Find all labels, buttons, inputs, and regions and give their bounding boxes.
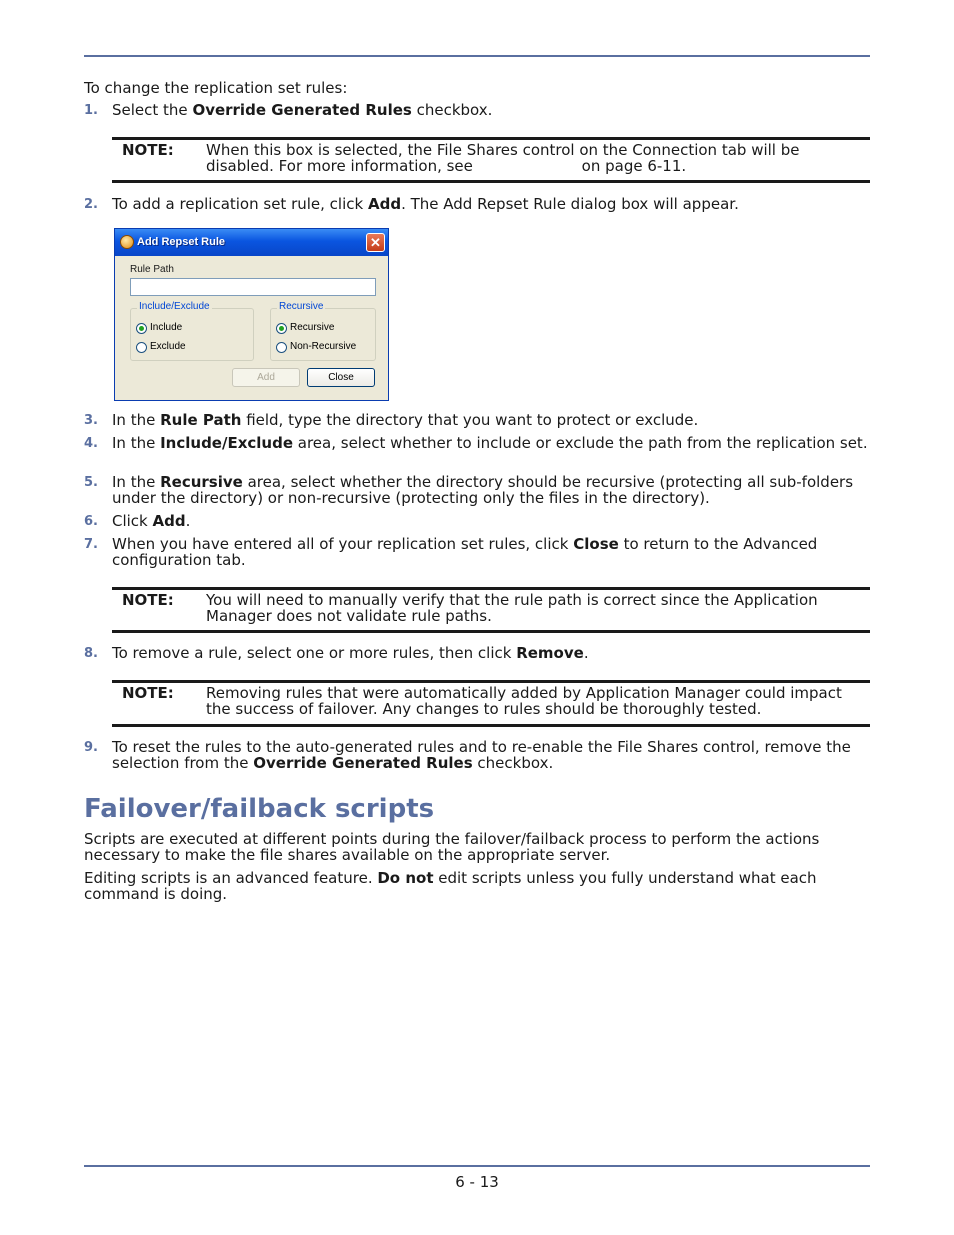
step-6 (84, 514, 870, 530)
group-legend: Recursive (279, 301, 324, 312)
close-button[interactable]: Close (307, 368, 375, 387)
step-2 (84, 197, 870, 213)
step-text: To reset the rules to the auto-generated rules and to re-enable the File Shares control, remove the selection from the Override Generated Rules checkbox. (112, 738, 851, 772)
step-text: When you have entered all of your replication set rules, click Close to return to the Advanced configuration tab. (112, 535, 818, 569)
section-heading: Failover/failback scripts (84, 794, 435, 824)
note-text: Removing rules that were automatically added by Application Manager could impact the success of failover. Any changes to rules should be thoroughly tested. (206, 684, 842, 718)
section-paragraph: Editing scripts is an advanced feature. Do not edit scripts unless you fully understand what each command is doing. (84, 869, 817, 903)
step-number: 1. (84, 103, 98, 118)
step-number: 4. (84, 436, 98, 451)
group-legend: Include/Exclude (139, 301, 210, 312)
radio-selected-icon (276, 323, 287, 334)
radio-label: Recursive (290, 322, 335, 333)
note-box (112, 680, 870, 727)
add-button[interactable]: Add (232, 368, 300, 387)
footer-rule (84, 1165, 870, 1167)
note-text: You will need to manually verify that the rule path is correct since the Application Manager does not validate rule paths. (206, 591, 818, 625)
radio-label: Non-Recursive (290, 341, 357, 352)
note-label: NOTE: (122, 591, 174, 609)
step-7 (84, 537, 870, 568)
header-rule (84, 55, 870, 57)
step-number: 3. (84, 413, 98, 428)
note-label: NOTE: (122, 141, 174, 159)
step-number: 7. (84, 537, 98, 552)
step-5 (84, 475, 870, 506)
step-number: 5. (84, 475, 98, 490)
step-text: Select the Override Generated Rules checkbox. (112, 101, 493, 119)
step-number: 2. (84, 197, 98, 212)
radio-label: Include (150, 322, 183, 333)
app-icon (120, 235, 134, 249)
step-text: Click Add. (112, 512, 191, 530)
radio-selected-icon (136, 323, 147, 334)
step-text: To remove a rule, select one or more rules, then click Remove. (112, 644, 589, 662)
radio-unselected-icon (136, 342, 147, 353)
note-label: NOTE: (122, 684, 174, 702)
rule-path-input[interactable] (130, 278, 376, 296)
dialog-title: Add Repset Rule (137, 236, 226, 248)
note-box (112, 587, 870, 633)
step-9 (84, 740, 870, 771)
recursive-group (270, 301, 376, 361)
step-text: In the Include/Exclude area, select whether to include or exclude the path from the replication set. (112, 434, 868, 452)
close-icon[interactable]: ✕ (366, 233, 385, 252)
step-3 (84, 413, 870, 429)
include-exclude-group (130, 301, 254, 361)
step-text: In the Rule Path field, type the directory that you want to protect or exclude. (112, 411, 699, 429)
step-1 (84, 103, 870, 119)
page-number: 6 - 13 (455, 1173, 499, 1191)
intro-text: To change the replication set rules: (84, 79, 348, 97)
note-box (112, 137, 870, 183)
radio-label: Exclude (150, 341, 186, 352)
dialog-titlebar (115, 229, 388, 256)
step-number: 8. (84, 646, 98, 661)
step-4 (84, 436, 870, 452)
rule-path-label: Rule Path (130, 264, 174, 275)
note-text: When this box is selected, the File Shares control on the Connection tab will be disabled. For more information, see on page 6-11. (206, 141, 800, 175)
step-8 (84, 646, 870, 662)
step-number: 6. (84, 514, 98, 529)
section-paragraph: Scripts are executed at different points during the failover/failback process to perform the actions necessary to make the file shares available on the appropriate server. (84, 830, 820, 864)
step-text: To add a replication set rule, click Add. The Add Repset Rule dialog box will appear. (112, 195, 739, 213)
add-repset-rule-dialog (114, 228, 389, 401)
step-number: 9. (84, 740, 98, 755)
step-text: In the Recursive area, select whether the directory should be recursive (protecting all sub-folders under the directory) or non-recursive (protecting only the files in the directory). (112, 473, 854, 507)
radio-unselected-icon (276, 342, 287, 353)
